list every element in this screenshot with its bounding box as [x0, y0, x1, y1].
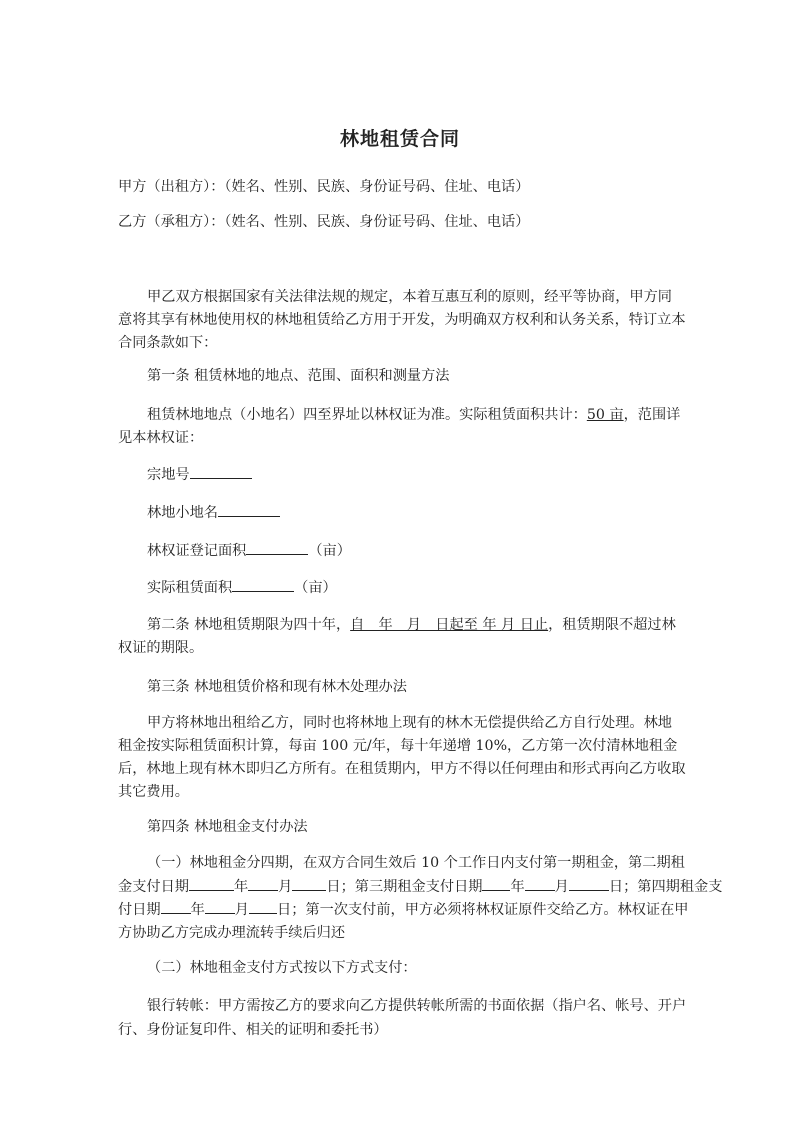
- bank-transfer-line-2: 行、身份证复印件、相关的证明和委托书）: [118, 1022, 388, 1038]
- lot-number-blank: [190, 464, 252, 479]
- article-3-body: 甲方将林地出租给乙方，同时也将林地上现有的林木无偿提供给乙方自行处理。林地租金按实际租赁面积计算，每亩 100 元/年，每十年递增 10%，乙方第一次付清林地租金后，林地上现有林木即归乙方所有。在租赁期内，甲方不得以任何理由和形式再向乙方收取其它费用。: [118, 715, 686, 800]
- payment-installments-line-3: [118, 899, 688, 922]
- field-lot-number: [147, 464, 252, 487]
- article-2-post: ，租赁期限不超过林权证的期限。: [118, 617, 676, 656]
- third-payment-day-blank: [569, 876, 609, 891]
- article-2-pre: 第二条 林地租赁期限为四十年，: [147, 617, 351, 633]
- year-label: 年: [510, 879, 525, 895]
- field-reg-area-unit: （亩）: [308, 543, 351, 559]
- party-b-line: 乙方（承租方）：（姓名、性别、民族、身份证号码、住址、电话）: [118, 214, 530, 230]
- year-label: 年: [190, 902, 205, 918]
- month-label: 月: [234, 902, 249, 918]
- registered-area-blank: [246, 540, 308, 555]
- bank-transfer-line-1: 银行转帐：甲方需按乙方的要求向乙方提供转帐所需的书面依据（指户名、帐号、开户: [147, 998, 687, 1014]
- intro-paragraph: 甲乙双方根据国家有关法律法规的规定，本着互惠互利的原则，经平等协商，甲方同意将其享有林地使用权的林地租赁给乙方用于开发，为明确双方权利和认务关系，特订立本合同条款如下：: [118, 289, 686, 351]
- field-actual-area-unit: （亩）: [294, 580, 337, 596]
- forest-name-blank: [218, 502, 280, 517]
- fourth-payment-day-blank: [249, 899, 277, 914]
- party-a-line: 甲方（出租方）：（姓名、性别、民族、身份证号码、住址、电话）: [118, 179, 530, 195]
- second-payment-day-blank: [292, 876, 326, 891]
- fourth-payment-label: ；第四期租金支: [623, 879, 723, 895]
- day-label: 日: [326, 879, 341, 895]
- article-1-body-pre: 租赁林地地点（小地名）四至界址以林权证为准。实际租赁面积共计：: [147, 407, 587, 423]
- field-actual-area: [147, 577, 337, 600]
- fourth-payment-date-label: 付日期: [118, 902, 161, 918]
- field-lot-label: 宗地号: [147, 467, 190, 483]
- second-payment-label: 金支付日期: [118, 879, 189, 895]
- page-title: 林地租赁合同: [339, 128, 460, 150]
- fourth-payment-month-blank: [205, 899, 235, 914]
- payment-method-heading: （二）林地租金支付方式按以下方式支付：: [147, 960, 417, 976]
- payment-installments-line-4: 方协助乙方完成办理流转手续后归还: [118, 925, 346, 941]
- day-label: 日: [608, 879, 624, 895]
- third-payment-year-blank: [482, 876, 510, 891]
- month-label: 月: [278, 879, 293, 895]
- article-2: [118, 614, 686, 660]
- third-payment-label: ；第三期租金支付日期: [340, 879, 483, 895]
- day-label: 日: [276, 902, 292, 918]
- second-payment-year-blank: [189, 876, 234, 891]
- field-name-label: 林地小地名: [147, 505, 218, 521]
- article-1-body: [118, 404, 686, 450]
- article-1-heading: 第一条 租赁林地的地点、范围、面积和测量方法: [147, 368, 450, 384]
- field-actual-area-label: 实际租赁面积: [147, 580, 233, 596]
- actual-area-blank: [232, 577, 294, 592]
- second-payment-month-blank: [248, 876, 278, 891]
- lease-period: 自 年 月 日起至 年 月 日止: [350, 617, 549, 633]
- first-payment-note: ；第一次支付前，甲方必须将林权证原件交给乙方。林权证在甲: [291, 902, 689, 918]
- year-label: 年: [233, 879, 249, 895]
- field-registered-area: [147, 540, 351, 563]
- article-4-heading: 第四条 林地租金支付办法: [147, 819, 308, 835]
- fourth-payment-year-blank: [161, 899, 191, 914]
- payment-installments-line-1: （一）林地租金分四期，在双方合同生效后 10 个工作日内支付第一期租金，第二期租: [147, 855, 685, 871]
- payment-installments-line-2: [118, 876, 723, 899]
- month-label: 月: [554, 879, 569, 895]
- third-payment-month-blank: [525, 876, 555, 891]
- article-3-heading: 第三条 林地租赁价格和现有林木处理办法: [147, 679, 407, 695]
- field-reg-area-label: 林权证登记面积: [147, 543, 247, 559]
- field-forest-name: [147, 502, 280, 525]
- area-value: 50 亩: [586, 407, 624, 423]
- article-1-body-post: ，范围详见本林权证：: [118, 407, 681, 446]
